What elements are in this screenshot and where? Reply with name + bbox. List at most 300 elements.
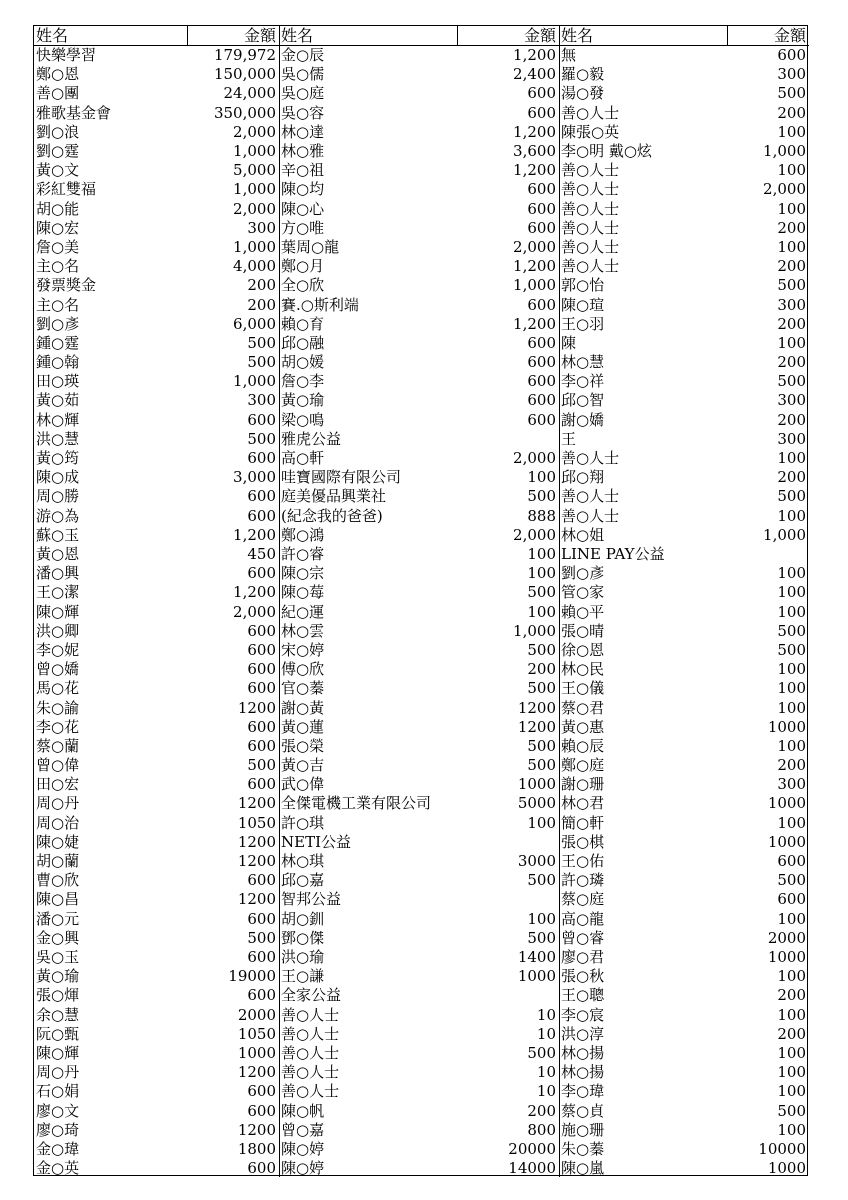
donation-amount: 200 xyxy=(777,257,806,276)
table-row xyxy=(34,257,809,276)
donor-name: 蔡○蘭 xyxy=(36,736,80,755)
donation-amount: 600 xyxy=(527,353,556,371)
donor-name: 鄭○月 xyxy=(281,257,325,276)
donation-amount: 2,000 xyxy=(513,237,556,256)
donation-amount: 100 xyxy=(527,909,556,928)
donor-name: 黃○筠 xyxy=(36,449,80,467)
donor-name: 朱○諭 xyxy=(36,698,80,717)
donor-name: 鄭○恩 xyxy=(36,65,80,84)
table-row xyxy=(34,372,809,391)
donation-amount: 600 xyxy=(527,180,556,199)
donor-name: 蔡○貞 xyxy=(561,1101,605,1120)
table-row xyxy=(34,526,809,545)
donor-name: 游○為 xyxy=(36,506,80,525)
donor-name: 張○榮 xyxy=(281,736,325,755)
donation-amount: 500 xyxy=(777,1101,806,1120)
table-row xyxy=(34,603,809,622)
donor-name: 謝○黃 xyxy=(281,698,325,717)
table-row xyxy=(34,718,809,737)
donation-amount: 600 xyxy=(247,909,276,928)
donor-name: 王○聰 xyxy=(561,986,605,1005)
donation-amount: 600 xyxy=(247,621,276,640)
donor-name: NETI公益 xyxy=(281,832,352,851)
donation-amount: 1400 xyxy=(517,947,556,966)
donor-name: 朱○蓁 xyxy=(561,1139,605,1158)
donor-name: 黃○恩 xyxy=(36,544,80,563)
donor-name: 蘇○玉 xyxy=(36,525,80,544)
donor-name: 發票獎金 xyxy=(36,276,97,295)
table-row xyxy=(34,1006,809,1025)
donor-name: 賽.○斯利端 xyxy=(281,295,359,314)
donation-amount: 600 xyxy=(247,410,276,429)
donation-amount xyxy=(727,545,809,564)
donor-name: 曾○嬌 xyxy=(36,660,80,679)
donation-amount: 10 xyxy=(536,1063,556,1082)
table-row xyxy=(34,180,809,199)
donor-name: 李○宸 xyxy=(561,1005,605,1024)
table-row xyxy=(34,238,809,257)
donor-name: 王 xyxy=(561,429,577,448)
donation-amount: 500 xyxy=(247,333,276,352)
donor-name: 陳○瑄 xyxy=(561,295,605,314)
donation-amount: 2,000 xyxy=(233,199,276,218)
table-row xyxy=(34,161,809,180)
donation-amount: 100 xyxy=(777,1082,806,1101)
donation-amount: 300 xyxy=(777,391,806,410)
donor-name: 許○睿 xyxy=(281,544,325,563)
table-row xyxy=(34,276,809,295)
donor-name: 簡○軒 xyxy=(561,813,605,832)
donation-amount: 600 xyxy=(777,852,806,870)
donor-name: 胡○蘭 xyxy=(36,852,80,870)
donation-amount: 200 xyxy=(777,1024,806,1043)
donation-amount: 1000 xyxy=(517,967,556,986)
donation-amount: 5,000 xyxy=(233,161,276,180)
table-row xyxy=(34,775,809,794)
donor-name: 周○丹 xyxy=(36,1063,80,1082)
donation-amount: 2000 xyxy=(767,928,806,947)
donor-name: 陳○嵐 xyxy=(561,1159,605,1177)
table-row xyxy=(34,296,809,315)
donation-amount: 200 xyxy=(777,410,806,429)
table-row xyxy=(34,699,809,718)
donation-amount: 200 xyxy=(247,276,276,295)
donor-name: 洪○慧 xyxy=(36,429,80,448)
table-row xyxy=(34,756,809,775)
donor-name: 潘○元 xyxy=(36,909,80,928)
donor-name: 許○璘 xyxy=(561,871,605,890)
donor-name: 邱○融 xyxy=(281,333,325,352)
donor-name: 曹○欣 xyxy=(36,871,80,890)
donor-name: 善○人士 xyxy=(561,218,620,237)
table-row xyxy=(34,737,809,756)
table-row xyxy=(34,507,809,526)
donor-name: 梁○鳴 xyxy=(281,410,325,429)
table-row xyxy=(34,583,809,602)
donor-name: 陳○宗 xyxy=(281,564,325,583)
donor-name: 方○唯 xyxy=(281,218,325,237)
donation-amount: 600 xyxy=(247,487,276,506)
donor-name: 善○人士 xyxy=(561,180,620,199)
table-row xyxy=(34,315,809,334)
donation-amount: 100 xyxy=(777,909,806,928)
donor-name: 詹○李 xyxy=(281,372,325,391)
donor-name: 洪○卿 xyxy=(36,621,80,640)
donor-name: 謝○珊 xyxy=(561,775,605,794)
donation-amount: 500 xyxy=(527,928,556,947)
donation-amount: 300 xyxy=(247,218,276,237)
donation-amount: 500 xyxy=(777,871,806,890)
donor-name: 快樂學習 xyxy=(36,46,97,64)
donation-amount: 200 xyxy=(777,353,806,371)
donation-amount: 600 xyxy=(777,46,806,64)
donor-name: 張○秋 xyxy=(561,967,605,986)
header-amount: 金額 xyxy=(523,26,556,45)
donor-name: 周○治 xyxy=(36,813,80,832)
donation-amount: 350,000 xyxy=(213,103,276,122)
donation-amount: 1,000 xyxy=(233,237,276,256)
donor-name: 李○妮 xyxy=(36,640,80,659)
donor-name: 曾○嘉 xyxy=(281,1120,325,1139)
donor-name: 詹○美 xyxy=(36,237,80,256)
donation-amount: 300 xyxy=(777,65,806,84)
donation-amount: 2,000 xyxy=(233,602,276,621)
table-row xyxy=(34,929,809,948)
donation-amount: 1200 xyxy=(237,832,276,851)
donor-name: 劉○浪 xyxy=(36,122,80,141)
donor-name: 林○達 xyxy=(281,122,325,141)
donor-name: 徐○恩 xyxy=(561,640,605,659)
donor-name: 王○佑 xyxy=(561,852,605,870)
donation-amount: 200 xyxy=(777,218,806,237)
donor-name: 邱○翔 xyxy=(561,468,605,487)
donation-amount: 600 xyxy=(247,564,276,583)
donor-name: 潘○興 xyxy=(36,564,80,583)
donor-name: 鄧○傑 xyxy=(281,928,325,947)
donation-amount: 500 xyxy=(777,621,806,640)
donor-name: 王○潔 xyxy=(36,583,80,602)
table-row xyxy=(34,449,809,468)
table-row xyxy=(34,852,809,871)
donation-amount: 1,200 xyxy=(233,583,276,602)
donation-amount: 600 xyxy=(247,640,276,659)
donation-amount: 500 xyxy=(777,640,806,659)
donation-amount: 300 xyxy=(777,295,806,314)
donor-name: 賴○育 xyxy=(281,314,325,333)
donor-name: 林○揚 xyxy=(561,1063,605,1082)
donation-amount: 600 xyxy=(527,410,556,429)
donor-name: 林○揚 xyxy=(561,1043,605,1062)
table-row xyxy=(34,814,809,833)
donation-amount: 2,000 xyxy=(513,525,556,544)
table-row xyxy=(34,487,809,506)
donation-amount: 600 xyxy=(247,986,276,1005)
donor-name: 陳○婷 xyxy=(281,1159,325,1177)
donor-name: 胡○釧 xyxy=(281,909,325,928)
table-row xyxy=(34,84,809,103)
donor-name: 林○姐 xyxy=(561,525,605,544)
donation-amount: 200 xyxy=(777,314,806,333)
header-name: 姓名 xyxy=(36,26,69,45)
donation-amount: 1000 xyxy=(767,717,806,736)
header-cell-divider xyxy=(457,26,458,45)
donor-name: 金○興 xyxy=(36,928,80,947)
donation-amount: 1,000 xyxy=(763,142,806,160)
donor-name: 辛○祖 xyxy=(281,161,325,180)
donor-name: 善○人士 xyxy=(561,506,620,525)
donor-name: 鍾○霆 xyxy=(36,333,80,352)
donor-name: 胡○能 xyxy=(36,199,80,218)
table-row xyxy=(34,1044,809,1063)
donor-name: 陳○帆 xyxy=(281,1101,325,1120)
donation-amount: 200 xyxy=(777,103,806,122)
donor-name: 廖○琦 xyxy=(36,1120,80,1139)
donation-amount: 600 xyxy=(247,1159,276,1177)
table-row xyxy=(34,545,809,564)
donor-name: 吳○儒 xyxy=(281,65,325,84)
donation-amount: 500 xyxy=(527,640,556,659)
donor-name: 王○儀 xyxy=(561,679,605,698)
table-row xyxy=(34,833,809,852)
donor-name: 黃○瑜 xyxy=(36,967,80,986)
donor-name: 陳○輝 xyxy=(36,1043,80,1062)
donor-name: 邱○嘉 xyxy=(281,871,325,890)
table-row xyxy=(34,46,809,65)
donation-amount: 1050 xyxy=(237,1024,276,1043)
donation-amount: 1,200 xyxy=(233,525,276,544)
table-row xyxy=(34,1121,809,1140)
donation-amount: 100 xyxy=(527,544,556,563)
donor-name: 無 xyxy=(561,46,577,64)
donor-name: 彩紅雙福 xyxy=(36,180,97,199)
donation-amount: 3,000 xyxy=(233,468,276,487)
table-row xyxy=(34,65,809,84)
table-row xyxy=(34,641,809,660)
header-row xyxy=(34,26,809,45)
donation-amount: 1000 xyxy=(517,775,556,794)
donation-amount: 600 xyxy=(247,506,276,525)
donor-name: 林○雲 xyxy=(281,621,325,640)
donation-amount: 100 xyxy=(777,161,806,180)
donor-name: 王○謙 xyxy=(281,967,325,986)
donation-amount: 100 xyxy=(777,813,806,832)
donation-amount: 800 xyxy=(527,1120,556,1139)
donation-amount: 1000 xyxy=(767,947,806,966)
donation-amount: 1200 xyxy=(517,717,556,736)
donation-amount: 2,400 xyxy=(513,65,556,84)
donation-amount: 3,600 xyxy=(513,142,556,160)
donation-amount: 100 xyxy=(777,698,806,717)
donation-amount: 1200 xyxy=(237,890,276,909)
donation-amount: 600 xyxy=(247,1082,276,1101)
donation-amount: 19000 xyxy=(228,967,276,986)
donor-name: 黃○蓮 xyxy=(281,717,325,736)
donor-name: 全○欣 xyxy=(281,276,325,295)
donor-name: 田○瑛 xyxy=(36,372,80,391)
donation-amount: 500 xyxy=(527,871,556,890)
donor-name: 善○人士 xyxy=(281,1063,340,1082)
donor-name: 余○慧 xyxy=(36,1005,80,1024)
header-amount: 金額 xyxy=(243,26,276,45)
donation-amount: 1000 xyxy=(767,832,806,851)
donation-amount: 150,000 xyxy=(213,65,276,84)
donor-name: 黃○瑜 xyxy=(281,391,325,410)
header-cell-divider xyxy=(727,26,728,45)
donation-amount: 100 xyxy=(777,506,806,525)
header-amount: 金額 xyxy=(773,26,806,45)
donation-amount: 100 xyxy=(777,1120,806,1139)
donor-name: 善○人士 xyxy=(281,1082,340,1101)
donor-name: 羅○毅 xyxy=(561,65,605,84)
donation-amount: 600 xyxy=(247,871,276,890)
donor-name: 賴○平 xyxy=(561,602,605,621)
donor-name: 管○家 xyxy=(561,583,605,602)
table-row xyxy=(34,219,809,238)
donor-name: 黃○惠 xyxy=(561,717,605,736)
donor-name: 陳 xyxy=(561,333,577,352)
donor-name: 陳○婷 xyxy=(281,1139,325,1158)
donation-amount: 100 xyxy=(527,468,556,487)
donor-name: 吳○玉 xyxy=(36,947,80,966)
donation-amount: 300 xyxy=(777,775,806,794)
donor-name: 阮○甄 xyxy=(36,1024,80,1043)
table-row xyxy=(34,622,809,641)
donation-amount: 600 xyxy=(247,736,276,755)
donor-name: 蔡○君 xyxy=(561,698,605,717)
donation-amount: 1,200 xyxy=(513,122,556,141)
donor-name: 李○祥 xyxy=(561,372,605,391)
donation-amount: 600 xyxy=(247,947,276,966)
donation-amount: 1000 xyxy=(237,1043,276,1062)
donation-amount: 1,000 xyxy=(513,621,556,640)
donor-name: 劉○霆 xyxy=(36,142,80,160)
donation-amount xyxy=(457,833,559,852)
donation-amount: 1,000 xyxy=(233,142,276,160)
donor-name: 施○珊 xyxy=(561,1120,605,1139)
donation-amount: 3000 xyxy=(517,852,556,870)
table-row xyxy=(34,794,809,813)
donation-amount: 300 xyxy=(247,391,276,410)
donation-amount: 1,200 xyxy=(513,257,556,276)
donation-amount: 5000 xyxy=(517,794,556,813)
donation-amount: 1,000 xyxy=(233,180,276,199)
donor-name: 吳○庭 xyxy=(281,84,325,103)
donation-amount: 100 xyxy=(777,1063,806,1082)
table-row xyxy=(34,910,809,929)
donation-amount: 600 xyxy=(247,679,276,698)
donation-amount: 1000 xyxy=(767,1159,806,1177)
donor-name: 善○人士 xyxy=(561,257,620,276)
donor-name: 陳○昌 xyxy=(36,890,80,909)
donor-name: 陳○心 xyxy=(281,199,325,218)
donation-amount: 200 xyxy=(777,468,806,487)
donor-name: 全家公益 xyxy=(281,986,342,1005)
donor-name: 林○君 xyxy=(561,794,605,813)
donation-amount: 450 xyxy=(247,544,276,563)
donation-amount: 200 xyxy=(527,1101,556,1120)
donor-name: 陳○宏 xyxy=(36,218,80,237)
donation-amount: 500 xyxy=(527,756,556,774)
donation-amount: 1,200 xyxy=(513,314,556,333)
table-row xyxy=(34,1063,809,1082)
donation-amount: 1,000 xyxy=(763,525,806,544)
table-row xyxy=(34,123,809,142)
donor-name: 林○琪 xyxy=(281,852,325,870)
table-row xyxy=(34,948,809,967)
donation-amount xyxy=(457,430,559,449)
donor-name: 張○棋 xyxy=(561,832,605,851)
donation-amount: 600 xyxy=(777,890,806,909)
donor-name: 金○瑋 xyxy=(36,1139,80,1158)
donation-amount: 100 xyxy=(777,237,806,256)
donation-amount: 600 xyxy=(247,449,276,467)
donor-name: 武○偉 xyxy=(281,775,325,794)
donor-name: 金○英 xyxy=(36,1159,80,1177)
donor-name: 全傑電機工業有限公司 xyxy=(281,794,432,813)
donor-name: 善○人士 xyxy=(561,449,620,467)
donation-amount: 200 xyxy=(247,295,276,314)
table-row xyxy=(34,1082,809,1101)
donor-name: 陳○婕 xyxy=(36,832,80,851)
donor-name: 善○人士 xyxy=(281,1024,340,1043)
donation-amount: 1200 xyxy=(237,1120,276,1139)
donor-name: 林○輝 xyxy=(36,410,80,429)
donor-name: 高○軒 xyxy=(281,449,325,467)
donation-amount: 100 xyxy=(777,1043,806,1062)
table-row xyxy=(34,679,809,698)
donor-name: LINE PAY公益 xyxy=(561,544,665,563)
donation-table xyxy=(33,25,808,1176)
donation-amount xyxy=(457,890,559,909)
donor-name: 陳張○英 xyxy=(561,122,620,141)
donation-amount: 10000 xyxy=(758,1139,806,1158)
donor-name: 善○人士 xyxy=(561,103,620,122)
donation-amount: 100 xyxy=(777,199,806,218)
table-row xyxy=(34,334,809,353)
donor-name: 吳○容 xyxy=(281,103,325,122)
donor-name: 主○名 xyxy=(36,295,80,314)
donation-amount: 300 xyxy=(777,429,806,448)
donation-amount: 100 xyxy=(777,333,806,352)
table-row xyxy=(34,967,809,986)
donor-name: 善○人士 xyxy=(281,1005,340,1024)
table-row xyxy=(34,890,809,909)
donation-amount: 1050 xyxy=(237,813,276,832)
table-row xyxy=(34,564,809,583)
donation-amount: 100 xyxy=(777,122,806,141)
table-row xyxy=(34,104,809,123)
donation-amount: 500 xyxy=(777,487,806,506)
donation-amount: 10 xyxy=(536,1024,556,1043)
donor-name: 馬○花 xyxy=(36,679,80,698)
table-row xyxy=(34,200,809,219)
table-row xyxy=(34,142,809,161)
donor-name: 張○煇 xyxy=(36,986,80,1005)
donor-name: 葉周○龍 xyxy=(281,237,340,256)
donor-name: 金○辰 xyxy=(281,46,325,64)
donor-name: 紀○運 xyxy=(281,602,325,621)
donation-amount: 100 xyxy=(777,564,806,583)
donor-name: 鄭○庭 xyxy=(561,756,605,774)
donor-name: 哇寶國際有限公司 xyxy=(281,468,402,487)
donor-name: 陳○莓 xyxy=(281,583,325,602)
donor-name: (紀念我的爸爸) xyxy=(281,506,383,525)
donation-amount: 1,200 xyxy=(513,161,556,180)
donation-amount: 600 xyxy=(527,218,556,237)
donor-name: 王○羽 xyxy=(561,314,605,333)
donor-name: 善○人士 xyxy=(561,161,620,180)
donor-name: 林○慧 xyxy=(561,353,605,371)
